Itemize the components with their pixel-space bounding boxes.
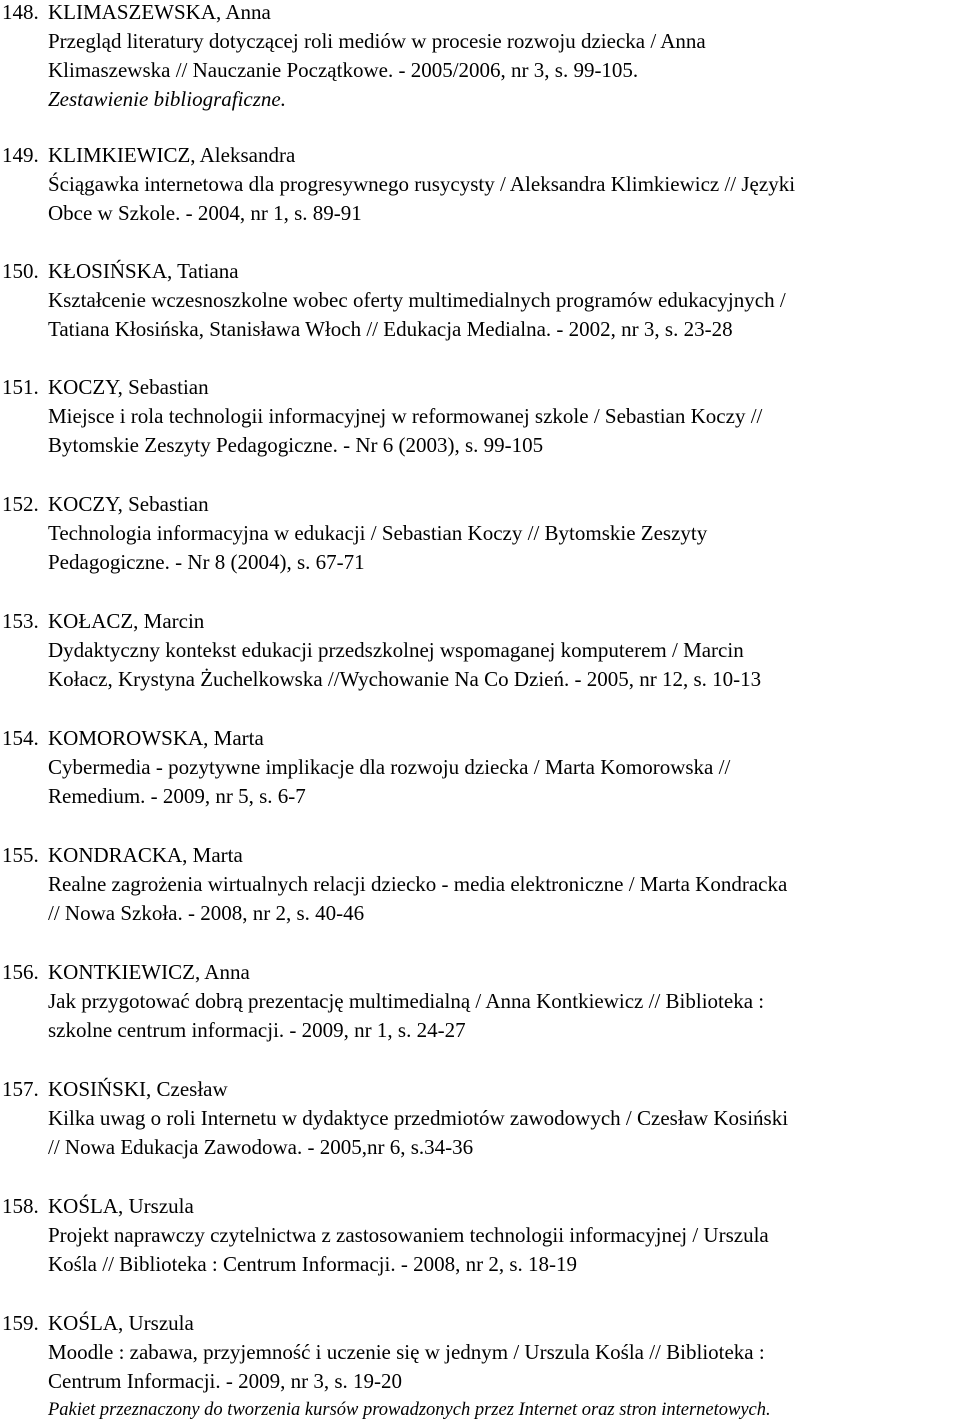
entry-citation-line: Pedagogiczne. - Nr 8 (2004), s. 67-71 bbox=[48, 550, 365, 574]
entry-citation-line: Przegląd literatury dotyczącej roli mediów w procesie rozwoju dziecka / Anna bbox=[48, 29, 706, 53]
entry-citation-line: Kołacz, Krystyna Żuchelkowska //Wychowanie Na Co Dzień. - 2005, nr 12, s. 10-13 bbox=[48, 667, 762, 691]
entry-author: KOŚLA, Urszula bbox=[48, 1194, 194, 1218]
entry-number: 159. bbox=[2, 1311, 39, 1335]
entry-citation-line: Bytomskie Zeszyty Pedagogiczne. - Nr 6 (2003), s. 99-105 bbox=[48, 433, 544, 457]
entry-citation-line: Cybermedia - pozytywne implikacje dla rozwoju dziecka / Marta Komorowska // bbox=[48, 755, 731, 779]
entry-citation-line: // Nowa Edukacja Zawodowa. - 2005,nr 6, s.34-36 bbox=[48, 1135, 474, 1159]
entry-citation-line: // Nowa Szkoła. - 2008, nr 2, s. 40-46 bbox=[48, 901, 365, 925]
entry-number: 158. bbox=[2, 1194, 39, 1218]
entry-citation-line: Klimaszewska // Nauczanie Początkowe. - 2005/2006, nr 3, s. 99-105. bbox=[48, 58, 639, 82]
entry-citation-line: Realne zagrożenia wirtualnych relacji dziecko - media elektroniczne / Marta Kondracka bbox=[48, 872, 788, 896]
entry-annotation: Pakiet przeznaczony do tworzenia kursów prowadzonych przez Internet oraz stron internetowych. bbox=[48, 1400, 771, 1420]
entry-author: KOMOROWSKA, Marta bbox=[48, 726, 264, 750]
entry-number: 157. bbox=[2, 1077, 39, 1101]
entry-author: KONTKIEWICZ, Anna bbox=[48, 960, 250, 984]
entry-number: 154. bbox=[2, 726, 39, 750]
entry-author: KOŚLA, Urszula bbox=[48, 1311, 194, 1335]
entry-author: KONDRACKA, Marta bbox=[48, 843, 243, 867]
entry-author: KOŁACZ, Marcin bbox=[48, 609, 205, 633]
entry-number: 151. bbox=[2, 375, 39, 399]
entry-citation-line: Kilka uwag o roli Internetu w dydaktyce przedmiotów zawodowych / Czesław Kosiński bbox=[48, 1106, 789, 1130]
entry-annotation: Zestawienie bibliograficzne. bbox=[48, 87, 286, 111]
entry-citation-line: Ściągawka internetowa dla progresywnego rusycysty / Aleksandra Klimkiewicz // Języki bbox=[48, 172, 796, 196]
entry-citation-line: Projekt naprawczy czytelnictwa z zastosowaniem technologii informacyjnej / Urszula bbox=[48, 1223, 769, 1247]
entry-citation-line: Miejsce i rola technologii informacyjnej w reformowanej szkole / Sebastian Koczy // bbox=[48, 404, 763, 428]
entry-citation-line: Kośla // Biblioteka : Centrum Informacji. - 2008, nr 2, s. 18-19 bbox=[48, 1252, 577, 1276]
entry-citation-line: Kształcenie wczesnoszkolne wobec oferty multimedialnych programów edukacyjnych / bbox=[48, 288, 786, 312]
entry-author: KŁOSIŃSKA, Tatiana bbox=[48, 259, 239, 283]
entry-author: KLIMKIEWICZ, Aleksandra bbox=[48, 143, 296, 167]
entry-citation-line: Tatiana Kłosińska, Stanisława Włoch // Edukacja Medialna. - 2002, nr 3, s. 23-28 bbox=[48, 317, 733, 341]
entry-number: 153. bbox=[2, 609, 39, 633]
entry-citation-line: Dydaktyczny kontekst edukacji przedszkolnej wspomaganej komputerem / Marcin bbox=[48, 638, 744, 662]
entry-number: 150. bbox=[2, 259, 39, 283]
entry-author: KOSIŃSKI, Czesław bbox=[48, 1077, 228, 1101]
entry-citation-line: Obce w Szkole. - 2004, nr 1, s. 89-91 bbox=[48, 201, 362, 225]
entry-citation-line: Centrum Informacji. - 2009, nr 3, s. 19-20 bbox=[48, 1369, 403, 1393]
entry-author: KLIMASZEWSKA, Anna bbox=[48, 0, 271, 24]
entry-number: 152. bbox=[2, 492, 39, 516]
entry-citation-line: Moodle : zabawa, przyjemność i uczenie się w jednym / Urszula Kośla // Biblioteka : bbox=[48, 1340, 765, 1364]
entry-citation-line: Jak przygotować dobrą prezentację multimedialną / Anna Kontkiewicz // Biblioteka : bbox=[48, 989, 765, 1013]
entry-number: 149. bbox=[2, 143, 39, 167]
entry-number: 148. bbox=[2, 0, 39, 24]
entry-author: KOCZY, Sebastian bbox=[48, 375, 209, 399]
entry-number: 156. bbox=[2, 960, 39, 984]
entry-number: 155. bbox=[2, 843, 39, 867]
entry-citation-line: Remedium. - 2009, nr 5, s. 6-7 bbox=[48, 784, 306, 808]
entry-citation-line: szkolne centrum informacji. - 2009, nr 1, s. 24-27 bbox=[48, 1018, 466, 1042]
entry-author: KOCZY, Sebastian bbox=[48, 492, 209, 516]
entry-citation-line: Technologia informacyjna w edukacji / Sebastian Koczy // Bytomskie Zeszyty bbox=[48, 521, 708, 545]
